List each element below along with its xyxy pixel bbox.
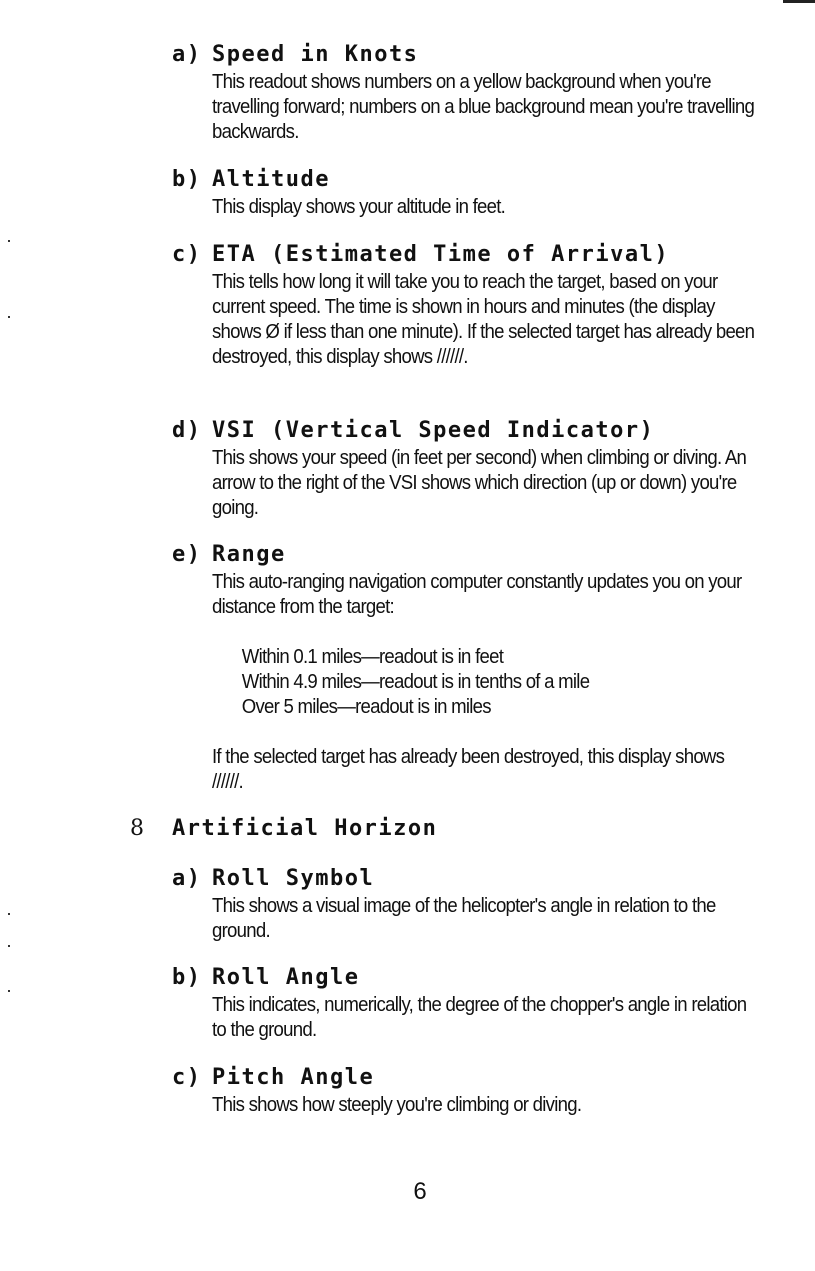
section-heading bbox=[130, 816, 437, 841]
entry-description bbox=[212, 446, 757, 521]
corner-mark bbox=[783, 0, 815, 3]
entry-text: This shows your speed (in feet per second) when climbing or diving. An arrow to the right of the VSI shows which direction (up or down) you're going. bbox=[212, 447, 747, 519]
entry-heading bbox=[172, 866, 772, 894]
range-list-item: Within 0.1 miles—readout is in feet bbox=[241, 646, 504, 668]
entry-title: VSI (Vertical Speed Indicator) bbox=[212, 418, 655, 443]
entry-description bbox=[212, 993, 757, 1043]
entry-title: Range bbox=[212, 542, 286, 567]
entry-heading bbox=[172, 965, 772, 993]
section-title: Artificial Horizon bbox=[172, 816, 438, 841]
range-list-item: Over 5 miles—readout is in miles bbox=[241, 696, 491, 718]
entry-letter: c) bbox=[172, 1065, 202, 1090]
entry-roll-angle bbox=[172, 965, 772, 1043]
entry-description bbox=[212, 195, 757, 220]
entry-speed-in-knots bbox=[172, 42, 772, 145]
scan-speck bbox=[8, 240, 10, 242]
page-number: 6 bbox=[413, 1178, 427, 1205]
entry-pitch-angle bbox=[172, 1065, 772, 1118]
entry-text: This readout shows numbers on a yellow background when you're travelling forward; numbers on a blue background mean you're travelling backwards. bbox=[212, 71, 755, 143]
entry-heading bbox=[172, 242, 772, 270]
entry-description bbox=[212, 570, 757, 795]
entry-text: This display shows your altitude in feet. bbox=[212, 196, 506, 218]
scan-speck bbox=[8, 945, 10, 947]
range-list-item: Within 4.9 miles—readout is in tenths of a mile bbox=[241, 671, 590, 693]
entry-title: Altitude bbox=[212, 167, 330, 192]
entry-range bbox=[172, 542, 772, 795]
entry-title: Speed in Knots bbox=[212, 42, 419, 67]
entry-text: This shows how steeply you're climbing or diving. bbox=[212, 1094, 582, 1116]
entry-vsi bbox=[172, 418, 772, 521]
entry-description bbox=[212, 270, 757, 370]
entry-heading bbox=[172, 1065, 772, 1093]
entry-title: Roll Angle bbox=[212, 965, 360, 990]
entry-eta bbox=[172, 242, 772, 370]
entry-title: Pitch Angle bbox=[212, 1065, 375, 1090]
section-number: 8 bbox=[130, 816, 146, 841]
entry-letter: a) bbox=[172, 866, 202, 891]
entry-letter: a) bbox=[172, 42, 202, 67]
entry-letter: c) bbox=[172, 242, 202, 267]
entry-letter: b) bbox=[172, 965, 202, 990]
entry-description bbox=[212, 1093, 757, 1118]
entry-heading bbox=[172, 542, 772, 570]
entry-roll-symbol bbox=[172, 866, 772, 944]
entry-title: Roll Symbol bbox=[212, 866, 375, 891]
entry-altitude bbox=[172, 167, 772, 220]
entry-text: This auto-ranging navigation computer constantly updates you on your distance from the target: bbox=[212, 571, 742, 618]
entry-text: This shows a visual image of the helicopter's angle in relation to the ground. bbox=[212, 895, 716, 942]
entry-text-after: If the selected target has already been destroyed, this display shows //////. bbox=[212, 746, 725, 793]
scan-speck bbox=[8, 316, 10, 318]
entry-description bbox=[212, 70, 757, 145]
entry-title: ETA (Estimated Time of Arrival) bbox=[212, 242, 670, 267]
entry-letter: d) bbox=[172, 418, 202, 443]
entry-letter: e) bbox=[172, 542, 202, 567]
entry-text: This indicates, numerically, the degree of the chopper's angle in relation to the ground. bbox=[212, 994, 747, 1041]
entry-heading bbox=[172, 42, 772, 70]
entry-description bbox=[212, 894, 757, 944]
range-list bbox=[242, 645, 757, 720]
scan-speck bbox=[8, 990, 10, 992]
scan-speck bbox=[8, 913, 10, 915]
entry-heading bbox=[172, 418, 772, 446]
entry-text: This tells how long it will take you to reach the target, based on your current speed. The time is shown in hours and minutes (the display shows Ø if less than one minute). If the selected target has already been destroyed, this display shows //////. bbox=[212, 271, 755, 368]
entry-letter: b) bbox=[172, 167, 202, 192]
entry-heading bbox=[172, 167, 772, 195]
